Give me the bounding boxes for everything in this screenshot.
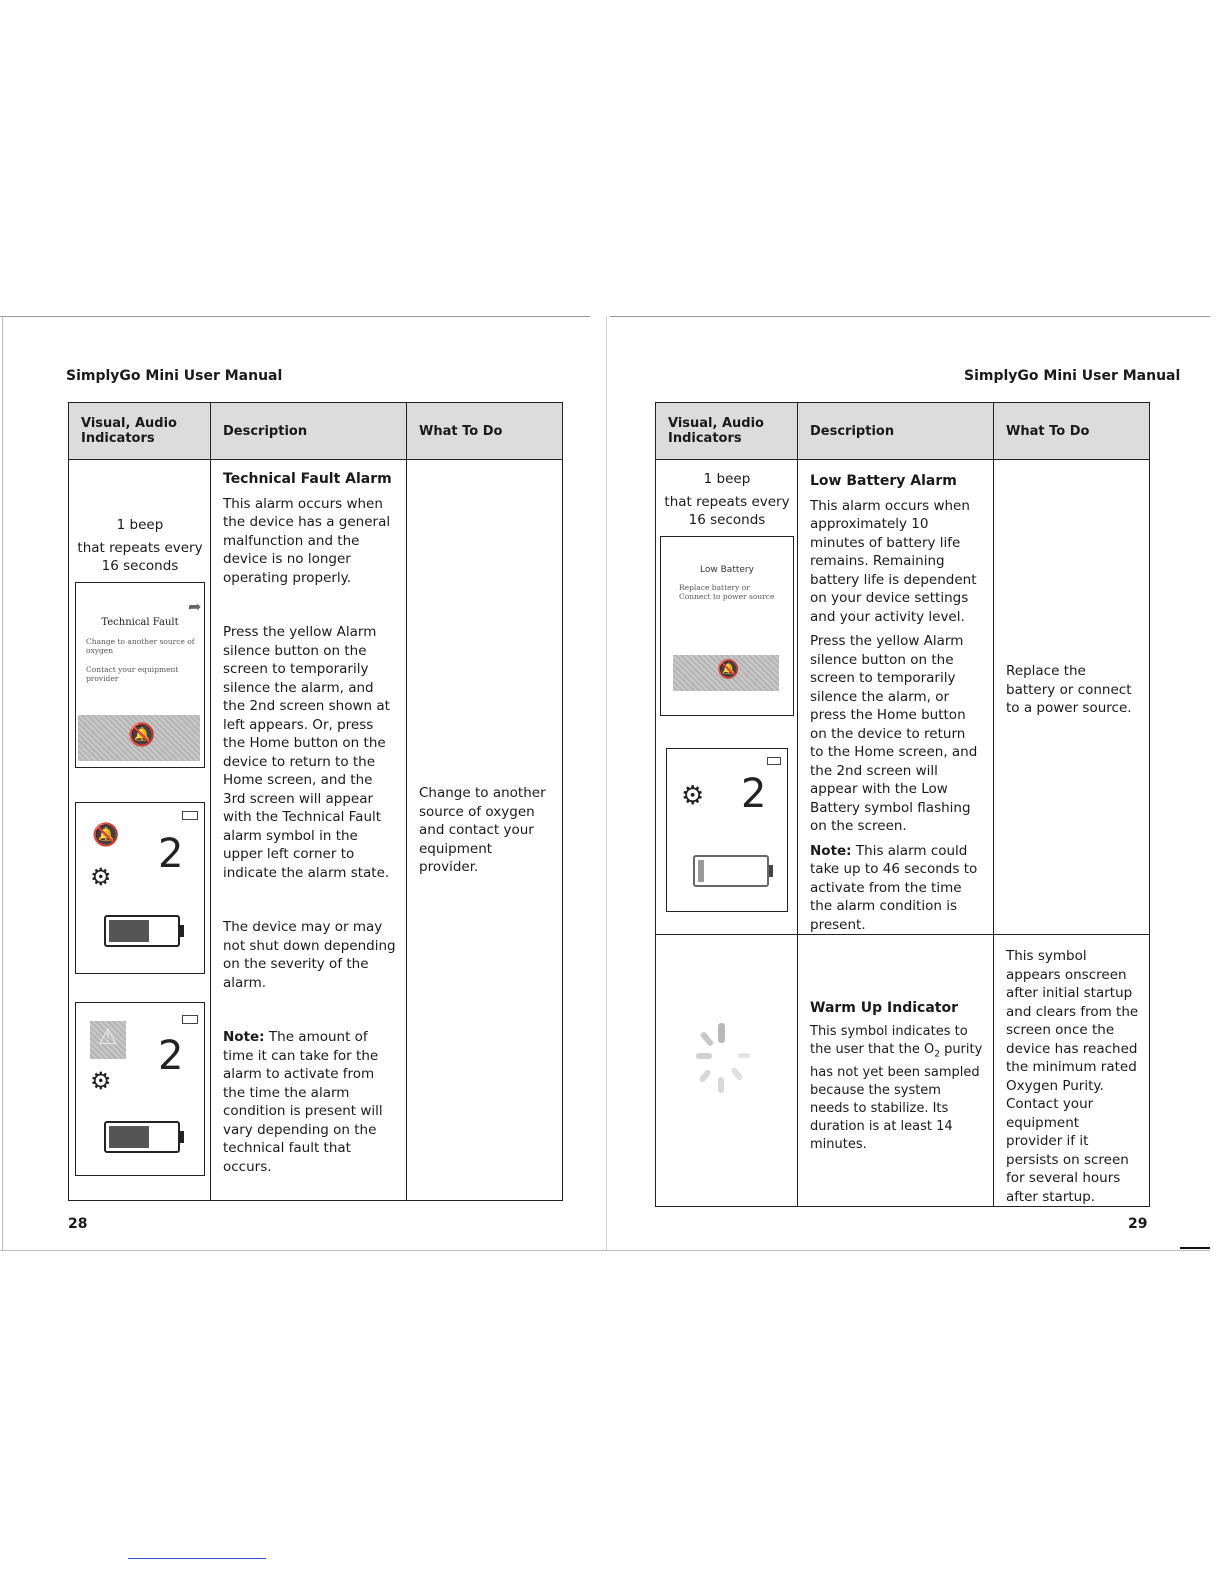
battery-icon bbox=[104, 915, 180, 947]
warm-up-visual-cell bbox=[656, 935, 798, 1207]
screen-instruction-1: Change to another source of oxygen bbox=[86, 637, 195, 655]
audio-line-1: 1 beep bbox=[703, 471, 751, 487]
home-screen-silenced bbox=[75, 802, 205, 974]
low-battery-visual-cell bbox=[656, 460, 798, 935]
home-screen-low-battery bbox=[666, 748, 788, 912]
gear-icon: ⚙ bbox=[90, 863, 112, 891]
alarm-title: Low Battery Alarm bbox=[810, 473, 957, 489]
gear-icon: ⚙ bbox=[681, 781, 705, 811]
screen-title: Technical Fault bbox=[101, 617, 179, 628]
left-page-header: SimplyGo Mini User Manual bbox=[66, 368, 283, 384]
scan-edge-left bbox=[2, 316, 3, 1250]
audio-indicator bbox=[69, 516, 211, 576]
bell-silence-icon: 🔕 bbox=[717, 659, 740, 680]
alarm-description: This alarm occurs when approximately 10 minutes of battery life remains. Remaining battery life is dependent on your device settings and your activity level. bbox=[810, 497, 977, 625]
left-page-number: 28 bbox=[68, 1216, 88, 1232]
scan-edge-bottom bbox=[0, 1250, 1210, 1251]
blue-underline-mark bbox=[128, 1558, 266, 1559]
scan-edge-top-left bbox=[0, 316, 590, 317]
screen-instruction-1: Replace battery or bbox=[679, 583, 750, 592]
flow-setting-digit: 2 bbox=[741, 771, 767, 817]
todo-text: Replace the battery or connect to a power source. bbox=[1006, 663, 1132, 716]
left-todo-cell bbox=[407, 460, 563, 1201]
silence-instructions: Press the yellow Alarm silence button on the screen to temporarily silence the alarm, or press the Home button on the device to return to the Home screen, and the 2nd screen will appear with the Low Battery symbol flashing on the screen. bbox=[810, 633, 978, 834]
note-label: Note: bbox=[223, 1029, 265, 1045]
gear-icon: ⚙ bbox=[90, 1067, 112, 1095]
audio-line-3: 16 seconds bbox=[688, 512, 766, 528]
col-description: Description bbox=[798, 403, 994, 460]
silence-instructions: Press the yellow Alarm silence button on the screen to temporarily silence the alarm, and the 2nd screen shown at left appears. Or, press the Home button on the device to return to the Home screen, and the 3rd screen will appear with the Technical Fault alarm symbol in the upper left corner to indicate the alarm state. bbox=[223, 624, 390, 881]
warm-up-todo-text: This symbol appears onscreen after initial startup and clears from the screen once the device has reached the minimum rated Oxygen Purity. Contact your equipment provider if it persists on screen for several hours after startup. bbox=[1006, 948, 1139, 1205]
warm-up-description bbox=[810, 1023, 983, 1154]
battery-icon bbox=[104, 1121, 180, 1153]
timing-note bbox=[223, 1028, 396, 1176]
o2-subscript: 2 bbox=[934, 1049, 940, 1060]
warm-up-text-b: purity has not yet been sampled because the system needs to stabilize. Its duration is at least 14 minutes. bbox=[810, 1042, 983, 1152]
home-screen-fault bbox=[75, 1002, 205, 1176]
screen-title: Low Battery bbox=[700, 565, 754, 575]
col-what-to-do: What To Do bbox=[407, 403, 563, 460]
audio-indicator bbox=[656, 470, 798, 530]
technical-fault-screen bbox=[75, 582, 205, 768]
warm-up-text-a: This symbol indicates to the user that the O bbox=[810, 1024, 968, 1057]
warning-symbol: ⚠ bbox=[98, 1025, 118, 1050]
todo-text: Change to another source of oxygen and contact your equipment provider. bbox=[419, 785, 546, 875]
edge-mark bbox=[1180, 1247, 1210, 1249]
warm-up-title: Warm Up Indicator bbox=[810, 1000, 958, 1016]
scan-edge-top-right bbox=[610, 316, 1210, 317]
empty-battery-icon bbox=[693, 855, 769, 887]
audio-line-2: that repeats every bbox=[664, 493, 790, 510]
bell-silence-icon: 🔕 bbox=[92, 823, 120, 848]
audio-line-3: 16 seconds bbox=[101, 558, 179, 574]
col-visual-audio: Visual, Audio Indicators bbox=[656, 403, 798, 460]
alarm-title: Technical Fault Alarm bbox=[223, 471, 392, 487]
col-description: Description bbox=[211, 403, 407, 460]
low-battery-screen bbox=[660, 536, 794, 716]
left-visual-cell bbox=[69, 460, 211, 1201]
audio-line-1: 1 beep bbox=[116, 517, 164, 533]
warm-up-todo-cell bbox=[994, 935, 1150, 1207]
note-label: Note: bbox=[810, 842, 852, 859]
alarm-description: This alarm occurs when the device has a general malfunction and the device is no longer operating properly. bbox=[223, 495, 391, 586]
right-page-number: 29 bbox=[1128, 1216, 1148, 1232]
redirect-arrow-icon: ➦ bbox=[188, 597, 202, 616]
col-what-to-do: What To Do bbox=[994, 403, 1150, 460]
low-battery-description-cell bbox=[798, 460, 994, 935]
bell-silence-icon: 🔕 bbox=[128, 723, 156, 748]
screen-instruction-2: Contact your equipment provider bbox=[86, 665, 179, 683]
shutdown-note: The device may or may not shut down depending on the severity of the alarm. bbox=[223, 919, 396, 991]
small-battery-icon bbox=[182, 1015, 198, 1024]
small-battery-icon bbox=[182, 811, 198, 820]
note-text: This alarm could take up to 46 seconds to activate from the time the alarm condition is present. bbox=[810, 842, 978, 933]
low-battery-todo-cell bbox=[994, 460, 1150, 935]
timing-note bbox=[810, 842, 983, 935]
note-text: The amount of time it can take for the alarm to activate from the time the alarm condition is present will vary depending on the technical fault that occurs. bbox=[223, 1029, 383, 1175]
warm-up-description-cell bbox=[798, 935, 994, 1207]
small-battery-icon bbox=[767, 757, 781, 765]
right-page-header: SimplyGo Mini User Manual bbox=[964, 368, 1181, 384]
audio-line-2: that repeats every bbox=[77, 539, 203, 556]
page-gutter bbox=[606, 316, 607, 1250]
screen-instruction-2: Connect to power source bbox=[679, 592, 775, 601]
col-visual-audio: Visual, Audio Indicators bbox=[69, 403, 211, 460]
flow-setting-digit: 2 bbox=[158, 1033, 184, 1079]
right-alarm-table bbox=[655, 402, 1150, 1207]
left-alarm-table bbox=[68, 402, 563, 1201]
warm-up-spinner-icon bbox=[696, 1023, 752, 1095]
left-description-cell bbox=[211, 460, 407, 1201]
flow-setting-digit: 2 bbox=[158, 831, 184, 877]
